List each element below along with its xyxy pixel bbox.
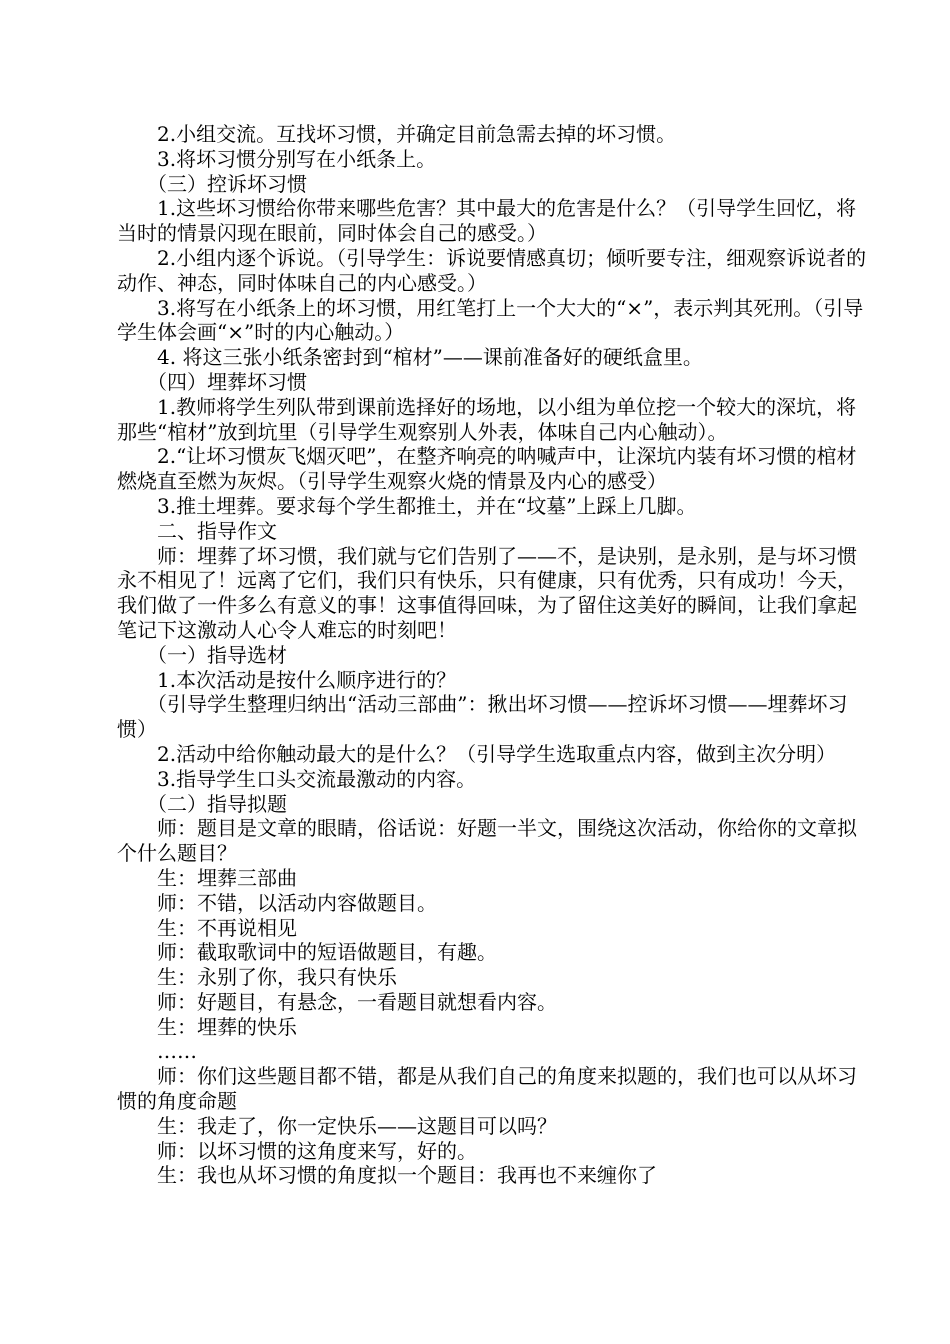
dialogue-line: 师：截取歌词中的短语做题目，有趣。 [157, 940, 497, 965]
dialogue-line: 生：埋葬的快乐 [157, 1014, 297, 1039]
dialogue-line: 生：埋葬三部曲 [157, 865, 297, 890]
section-heading: （三）控诉坏习惯 [147, 171, 307, 196]
paragraph: 3.指导学生口头交流最激动的内容。 [157, 766, 477, 791]
dialogue-line: 生：不再说相见 [157, 915, 297, 940]
paragraph: 2.小组内逐个诉说。（引导学生：诉说要情感真切；倾听要专注，细观察诉说者的动作、神态，同时体味自己的内心感受。） [117, 245, 867, 295]
section-heading: （四）埋葬坏习惯 [147, 369, 307, 394]
dialogue-line: 生：我也从坏习惯的角度拟一个题目：我再也不来缠你了 [157, 1163, 657, 1188]
dialogue-line: 师：好题目，有悬念，一看题目就想看内容。 [157, 989, 557, 1014]
paragraph: 2.活动中给你触动最大的是什么？（引导学生选取重点内容，做到主次分明） [157, 741, 837, 766]
paragraph: 3.将坏习惯分别写在小纸条上。 [157, 146, 437, 171]
paragraph: 1.这些坏习惯给你带来哪些危害？其中最大的危害是什么？（引导学生回忆，将当时的情景闪现在眼前，同时体会自己的感受。） [117, 196, 857, 246]
paragraph: 4. 将这三张小纸条密封到“棺材”——课前准备好的硬纸盒里。 [157, 345, 703, 370]
paragraph: 师：埋葬了坏习惯，我们就与它们告别了——不，是诀别，是永别，是与坏习惯永不相见了！远离了它们，我们只有快乐，只有健康，只有优秀，只有成功！今天，我们做了一件多么有意义的事！这事值得回味，为了留住这美好的瞬间，让我们拿起笔记下这激动人心令人难忘的时刻吧！ [117, 543, 857, 642]
ellipsis-line: …… [157, 1039, 197, 1064]
dialogue-line: 师：不错，以活动内容做题目。 [157, 890, 437, 915]
paragraph: 师：题目是文章的眼睛，俗话说：好题一半文，围绕这次活动，你给你的文章拟个什么题目？ [117, 816, 857, 866]
paragraph: 3.将写在小纸条上的坏习惯，用红笔打上一个大大的“×”，表示判其死刑。（引导学生体会画“×”时的内心触动。） [117, 295, 864, 345]
paragraph: 2.“让坏习惯灰飞烟灭吧”，在整齐响亮的呐喊声中，让深坑内装有坏习惯的棺材燃烧直至燃为灰烬。（引导学生观察火烧的情景及内心的感受） [117, 444, 857, 494]
section-heading: （一）指导选材 [147, 642, 287, 667]
document-body [117, 122, 867, 1188]
dialogue-line: 生：我走了，你一定快乐——这题目可以吗？ [157, 1113, 557, 1138]
paragraph: 1.本次活动是按什么顺序进行的？ [157, 667, 457, 692]
paragraph: （引导学生整理归纳出“活动三部曲”：揪出坏习惯——控诉坏习惯——埋葬坏习惯） [117, 692, 848, 742]
section-heading: （二）指导拟题 [147, 791, 287, 816]
dialogue-line: 生：永别了你，我只有快乐 [157, 965, 397, 990]
paragraph: 2.小组交流。互找坏习惯，并确定目前急需去掉的坏习惯。 [157, 122, 677, 146]
paragraph: 1.教师将学生列队带到课前选择好的场地，以小组为单位挖一个较大的深坑，将那些“棺材”放到坑里（引导学生观察别人外表，体味自己内心触动）。 [117, 394, 857, 444]
dialogue-line: 师：你们这些题目都不错，都是从我们自己的角度来拟题的，我们也可以从坏习惯的角度命题 [117, 1064, 857, 1114]
section-heading: 二、指导作文 [157, 518, 277, 543]
paragraph: 3.推土埋葬。要求每个学生都推土，并在“坟墓”上踩上几脚。 [157, 493, 697, 518]
dialogue-line: 师：以坏习惯的这角度来写，好的。 [157, 1138, 477, 1163]
